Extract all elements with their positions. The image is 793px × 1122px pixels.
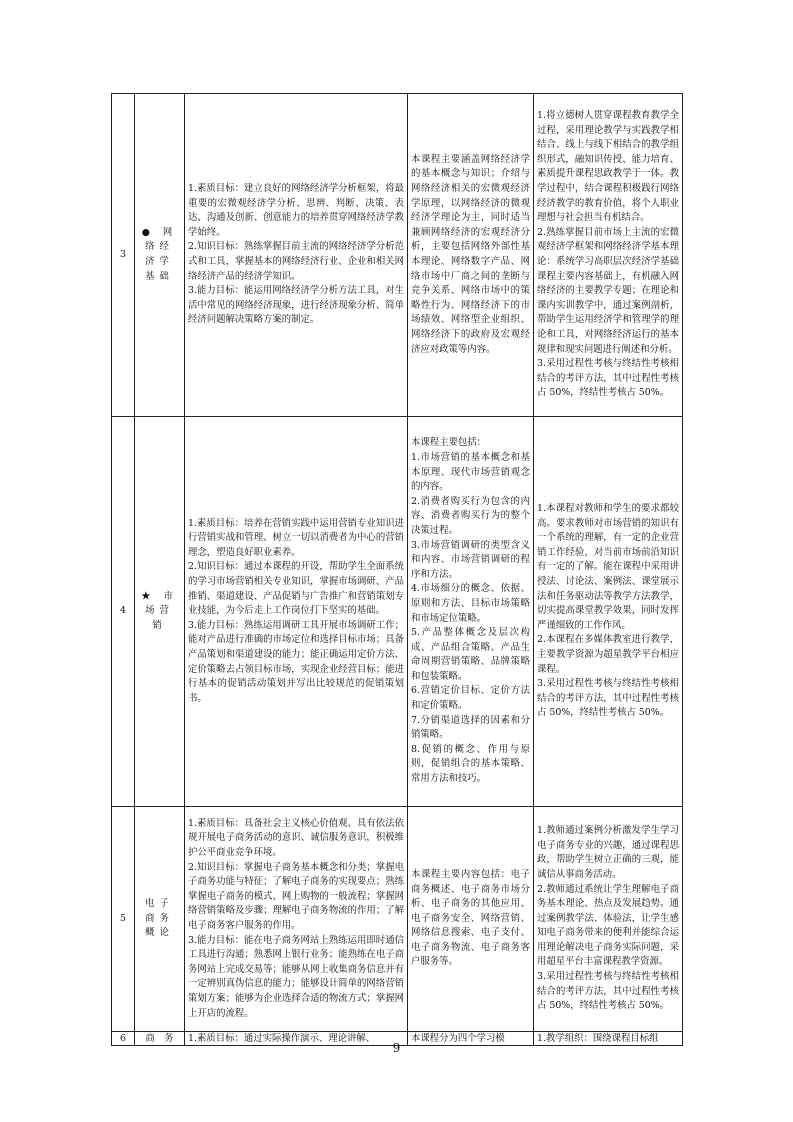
content-item: 5.产品整体概念及层次构成、产品组合策略、产品生命周期营销策略、品牌策略和包装策略。: [411, 627, 530, 682]
goal-item: 2.知识目标：熟练掌握目前主流的网络经济学分析范式和工具，掌握基本的网络经济行业、企业和相关网络经济产品的经济学知识。: [188, 241, 404, 282]
method-item: 3.采用过程性考核与终结性考核相结合的考评方法，其中过程性考核占 50%，终结性考核占 50%。: [537, 358, 679, 399]
goal-item: 2.知识目标：通过本课程的开设，帮助学生全面系统的学习市场营销相关专业知识，掌握市场调研、产品推销、渠道建设、产品促销与广告推广和营销策划专业技能，为今后走上工作岗位打下坚实的基础。: [188, 561, 404, 617]
content-item: 本课程主要内容包括：电子商务概述、电子商务市场分析、电子商务的其他应用、电子商务安全、网络营销、网络信息搜索、电子支付、电子商务物流、电子商务客户服务等。: [411, 868, 530, 968]
table-row: [112, 94, 683, 417]
method-item: 1.本课程对教师和学生的要求都较高。要求教师对市场营销的知识有一个系统的理解，有一定的企业营销工作经验，对当前市场前沿知识有一定的了解。能在课程中采用讲授法、讨论法、案例法、课堂展示法和任务驱动法等教学方法教学，切实提高课堂教学效果，同时发挥严谨细致的工作作风。: [537, 503, 679, 631]
content-item: 3.市场营销调研的类型含义和内容、市场营销调研的程序和方法。: [411, 539, 530, 580]
content-item: 本课程主要包括：: [411, 437, 487, 449]
goal-item: 1.素质目标：培养在营销实践中运用营销专业知识进行营销实战和管理、树立一切以消费者为中心的营销理念，塑造良好职业素养。: [188, 517, 404, 558]
method-item: 1.教学组织：围绕课程目标组: [537, 1033, 659, 1044]
goal-item: 3.能力目标：能运用网络经济学分析方法工具，对生活中常见的网络经济现象，进行经济现象分析、简单经济问题解决策略方案的制定。: [188, 285, 404, 326]
content-item: 7.分销渠道选择的因素和分销策略。: [411, 714, 530, 741]
method-item: 3.采用过程性考核与终结性考核相结合的考评方法，其中过程性考核占 50%，终结性考核占 50%。: [537, 971, 679, 1012]
table-row: [112, 417, 683, 807]
content-item: 4.市场细分的概念、依据、原则和方法、目标市场策略和市场定位策略。: [411, 583, 530, 624]
course-goals: [185, 417, 408, 807]
method-item: 2.教师通过系统让学生理解电子商务基本理论、热点及发展趋势。通过案例教学法、体验法，让学生感知电子商务带来的便利并能综合运用理论解决电子商务实际问题，采用超星平台丰富课程教学资源。: [537, 883, 679, 968]
goal-item: 1.素质目标：具备社会主义核心价值观、具有依法依规开展电子商务活动的意识、诚信服务意识，积极维护公平商业竞争环境。: [188, 817, 404, 859]
row-number: 3: [112, 94, 135, 417]
content-item: 6.营销定价目标、定价方法和定价策略。: [411, 685, 530, 712]
course-goals: [185, 94, 408, 417]
course-content: [408, 417, 534, 807]
teaching-method: [534, 807, 683, 1032]
teaching-method: [534, 417, 683, 807]
method-item: 1.教师通过案例分析激发学生学习电子商务专业的兴趣，通过课程思政，帮助学生树立正确的三观，能诚信从事商务活动。: [537, 825, 679, 880]
goal-item: 1.素质目标：建立良好的网络经济学分析框架，将最重要的宏微观经济学分析、思辨、判断、决策、表达、沟通及创新、创意能力的培养贯穿网络经济学教学始终。: [188, 183, 404, 238]
course-table: [111, 93, 683, 1046]
method-item: 1.将立德树人贯穿课程教育教学全过程，采用理论教学与实践教学相结合、线上与线下相结合的教学组织形式，融知识传授、能力培育、素质提升课程思政教学于一体。教学过程中，结合课程积极践行网络经济教学的教育价值，将个人职业理想与社会担当有机结合。: [537, 110, 679, 224]
content-item: 2.消费者购买行为包含的内容、消费者购买行为的整个决策过程。: [411, 495, 530, 536]
course-content: [408, 94, 534, 417]
content-item: 8.促销的概念、作用与原则，促销组合的基本策略、常用方法和技巧。: [411, 743, 530, 785]
content-item: 1.市场营销的基本概念和基本原理、现代市场营销观念的内容。: [411, 451, 530, 493]
content-item: 本课程主要涵盖网络经济学的基本概念与知识；介绍与网络经济相关的宏微观经济学原理，以网络经济的微观经济学理论为主，同时适当兼顾网络经济的宏观经济分析，主要包括网络外部性基本理论、网络数字产品、网络市场中厂商之间的垄断与竞争关系、网络市场中的策略性行为、网络经济下的市场绩效、网络型企业组织、网络经济下的政府及宏观经济应对政策等内容。: [411, 153, 530, 355]
table-row: [112, 807, 683, 1032]
course-content: [408, 807, 534, 1032]
method-item: 2.熟练掌握目前市场上主流的宏微观经济学框架和网络经济学基本理论：系统学习高职层次经济学基础课程主要内容基础上，有机融入网络经济的主要教学专题；在理论和课内实训教学中，通过案例剖析，帮助学生运用经济学和管理学的理论和工具，对网络经济运行的基本规律和现实问题进行阐述和分析。: [537, 226, 679, 355]
method-item: 3.采用过程性考核与终结性考核相结合的考评方法，其中过程性考核占 50%，终结性考核占 50%。: [537, 678, 679, 719]
content-item: 本课程分为四个学习模: [411, 1033, 505, 1044]
teaching-method: [534, 94, 683, 417]
course-name: 商 务: [135, 1032, 185, 1046]
course-name: ★ 市场营销: [135, 417, 185, 807]
goal-item: 3.能力目标：熟练运用调研工具开展市场调研工作；能对产品进行准确的市场定位和选择目标市场；具备产品策划和渠道建设的能力；能正确运用定价方法、定价策略去占领目标市场，实现企业经营目标；能进行基本的促销活动策划并写出比较规范的促销策划书。: [188, 619, 404, 704]
method-item: 2.本课程在多媒体教室进行教学，主要教学资源为超星教学平台相应课程。: [537, 634, 679, 675]
goal-item: 2.知识目标：掌握电子商务基本概念和分类；掌握电子商务功能与特征；了解电子商务的实现要点；熟练掌握电子商务的模式、网上购物的一般流程；掌握网络营销策略及步骤；理解电子商务物流的作用；了解电子商务客户服务的作用。: [188, 861, 404, 931]
row-number: 5: [112, 807, 135, 1032]
goal-item: 1.素质目标：通过实际操作演示、理论讲解、: [188, 1033, 376, 1044]
row-number: 6: [112, 1032, 135, 1046]
course-name: 电子商务概论: [135, 807, 185, 1032]
course-goals: [185, 807, 408, 1032]
row-number: 4: [112, 417, 135, 807]
goal-item: 3.能力目标：能在电子商务网站上熟练运用即时通信工具进行沟通；熟悉网上银行业务；能熟练在电子商务网站上完成交易等；能够从网上收集商务信息并有一定辨别真伪信息的能力；能够设计简单的网络营销策划方案；能够为企业选择合适的物流方式；掌握网上开店的流程。: [188, 934, 404, 1019]
course-name: ● 网络经济学基础: [135, 94, 185, 417]
page-number: 9: [392, 1041, 401, 1055]
